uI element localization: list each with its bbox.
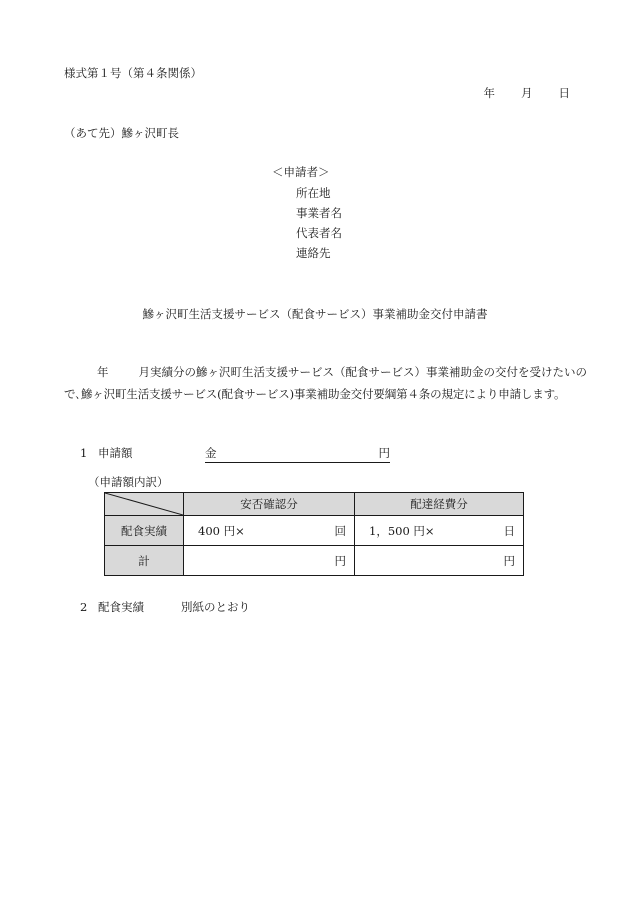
cell-unit: 回 [334, 523, 346, 538]
cell-text-left: 1，500 円× [369, 523, 435, 538]
col-header-delivery-cost: 配達経費分 [355, 493, 524, 516]
amount-suffix: 円 [378, 446, 390, 460]
body-year: 年 [97, 365, 109, 379]
applicant-field-contact: 連絡先 [296, 246, 331, 260]
cell-unit: 円 [503, 553, 515, 568]
diagonal-corner-cell [105, 493, 184, 516]
applicant-header: ＜申請者＞ [272, 165, 330, 179]
row-label-meal-record: 配食実績 [105, 516, 184, 546]
table-row [105, 516, 524, 546]
cell-delivery-total [355, 546, 524, 576]
document-title: 鰺ヶ沢町生活支援サービス（配食サービス）事業補助金交付申請書 [142, 307, 488, 321]
applicant-field-business-name: 事業者名 [296, 206, 342, 220]
cell-unit: 日 [503, 523, 515, 538]
addressee: （あて先）鰺ヶ沢町長 [64, 126, 179, 140]
breakdown-table [104, 492, 524, 576]
cell-unit: 円 [334, 553, 346, 568]
col-header-safety-check: 安否確認分 [184, 493, 355, 516]
breakdown-label: （申請額内訳） [88, 475, 169, 489]
date-month: 月 [521, 86, 533, 100]
cell-safety-count [184, 516, 355, 546]
form-number: 様式第１号（第４条関係） [64, 66, 202, 80]
table-header-row [105, 493, 524, 516]
diagonal-line [105, 493, 183, 515]
cell-delivery-days [355, 516, 524, 546]
item-1-number: 1 [80, 446, 88, 460]
applicant-field-representative: 代表者名 [296, 226, 342, 240]
body-line-2: で､鰺ヶ沢町生活支援サービス(配食サービス)事業補助金交付要綱第４条の規定により申請します。 [64, 387, 566, 401]
cell-text-left: 400 円× [198, 523, 245, 538]
body-line-1 [97, 367, 587, 379]
item-1-label: 申請額 [98, 446, 133, 460]
date-year: 年 [483, 86, 495, 100]
item-2-value: 別紙のとおり [181, 600, 250, 614]
applicant-field-address: 所在地 [296, 186, 331, 200]
amount-field [205, 448, 390, 463]
date-day: 日 [558, 86, 570, 100]
date-line [484, 88, 571, 100]
cell-safety-total [184, 546, 355, 576]
amount-prefix: 金 [205, 446, 217, 460]
item-2-label: 配食実績 [98, 600, 144, 614]
body-line-1-text: 月実績分の鰺ヶ沢町生活支援サービス（配食サービス）事業補助金の交付を受けたいの [138, 365, 587, 379]
table-row [105, 546, 524, 576]
item-2-number: 2 [80, 600, 88, 614]
row-label-total: 計 [105, 546, 184, 576]
